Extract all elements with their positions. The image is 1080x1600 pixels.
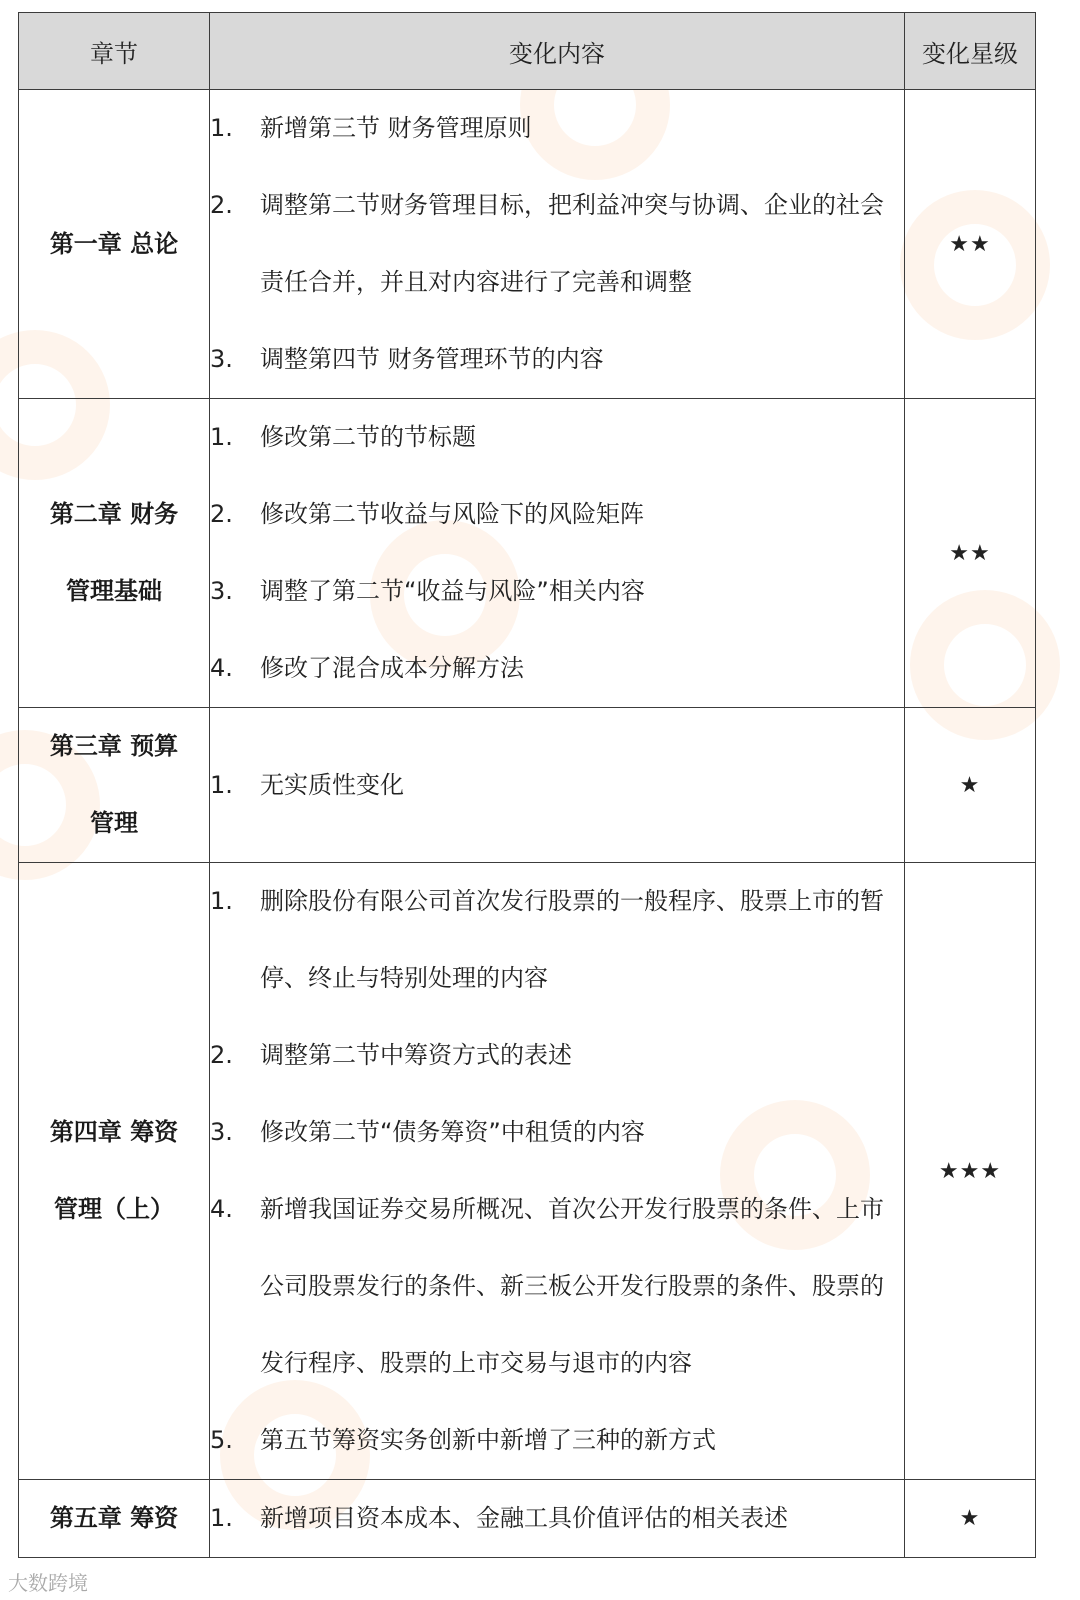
content-cell (210, 708, 905, 863)
chapter-cell (19, 708, 210, 863)
item-text: 调整了第二节“收益与风险”相关内容 (260, 577, 645, 605)
item-text: 第五节筹资实务创新中新增了三种的新方式 (260, 1426, 716, 1454)
item-number: 1. (210, 1504, 233, 1532)
chapter-name: 第三章 预算 (49, 732, 179, 760)
star-rating: ★★★ (905, 863, 1036, 1480)
change-list (210, 747, 904, 824)
change-list (210, 1480, 904, 1557)
item-text: 调整第四节 财务管理环节的内容 (260, 345, 604, 373)
list-item (210, 1480, 904, 1557)
item-number: 2. (210, 191, 233, 219)
item-number: 1. (210, 887, 233, 915)
item-number: 4. (210, 1195, 233, 1223)
chapter-name-cont: 管理基础 (66, 577, 162, 605)
chapter-name: 第四章 筹资 (49, 1118, 179, 1146)
item-text: 修改第二节“债务筹资”中租赁的内容 (260, 1118, 645, 1146)
list-item (210, 1017, 904, 1094)
list-item (210, 863, 904, 1017)
item-text: 新增项目资本成本、金融工具价值评估的相关表述 (260, 1504, 788, 1532)
item-number: 1. (210, 770, 233, 799)
item-text: 删除股份有限公司首次发行股票的一般程序、股票上市的暂停、终止与特别处理的内容 (260, 887, 884, 992)
list-item (210, 476, 904, 553)
item-number: 3. (210, 1118, 233, 1146)
change-list (210, 863, 904, 1479)
header-level: 变化星级 (905, 13, 1036, 90)
table-row (19, 708, 1036, 863)
star-rating: ★ (905, 708, 1036, 863)
chapter-cell (19, 1480, 210, 1558)
item-text: 修改第二节的节标题 (260, 423, 476, 451)
content-cell (210, 863, 905, 1480)
item-number: 1. (210, 114, 233, 142)
list-item (210, 1094, 904, 1171)
item-text: 修改第二节收益与风险下的风险矩阵 (260, 500, 644, 528)
item-number: 4. (210, 654, 233, 682)
item-number: 3. (210, 345, 233, 373)
table-row (19, 399, 1036, 708)
item-text: 新增第三节 财务管理原则 (260, 114, 532, 142)
chapter-name-cont: 管理（上） (54, 1195, 174, 1223)
list-item (210, 1402, 904, 1479)
chapter-name-cont: 管理 (90, 809, 138, 837)
content-cell (210, 1480, 905, 1558)
item-number: 1. (210, 423, 233, 451)
content-cell (210, 399, 905, 708)
list-item (210, 747, 904, 824)
item-text: 调整第二节中筹资方式的表述 (260, 1041, 572, 1069)
chapter-name: 第五章 筹资 (49, 1504, 179, 1532)
star-rating: ★★ (905, 90, 1036, 399)
item-number: 2. (210, 1041, 233, 1069)
item-text: 修改了混合成本分解方法 (260, 654, 524, 682)
table-row (19, 863, 1036, 1480)
chapter-name: 第二章 财务 (49, 500, 179, 528)
table-row (19, 90, 1036, 399)
change-list (210, 399, 904, 707)
item-text: 无实质性变化 (260, 770, 404, 799)
item-text: 调整第二节财务管理目标，把利益冲突与协调、企业的社会责任合并，并且对内容进行了完善和调整 (260, 191, 884, 296)
list-item (210, 321, 904, 398)
star-rating: ★ (905, 1480, 1036, 1558)
chapter-cell (19, 399, 210, 708)
list-item (210, 1171, 904, 1402)
header-chapter: 章节 (19, 13, 210, 90)
item-number: 2. (210, 500, 233, 528)
list-item (210, 553, 904, 630)
list-item (210, 90, 904, 167)
star-rating: ★★ (905, 399, 1036, 708)
item-number: 5. (210, 1426, 233, 1454)
changes-table (18, 12, 1036, 1558)
change-list (210, 90, 904, 398)
list-item (210, 630, 904, 707)
header-content: 变化内容 (210, 13, 905, 90)
footer-watermark: 大数跨境 (8, 1571, 88, 1595)
list-item (210, 167, 904, 321)
header-row (19, 13, 1036, 90)
list-item (210, 399, 904, 476)
table-row (19, 1480, 1036, 1558)
chapter-name: 第一章 总论 (49, 229, 179, 258)
content-cell (210, 90, 905, 399)
item-number: 3. (210, 577, 233, 605)
chapter-cell (19, 863, 210, 1480)
item-text: 新增我国证券交易所概况、首次公开发行股票的条件、上市公司股票发行的条件、新三板公开发行股票的条件、股票的发行程序、股票的上市交易与退市的内容 (260, 1195, 884, 1377)
chapter-cell (19, 90, 210, 399)
